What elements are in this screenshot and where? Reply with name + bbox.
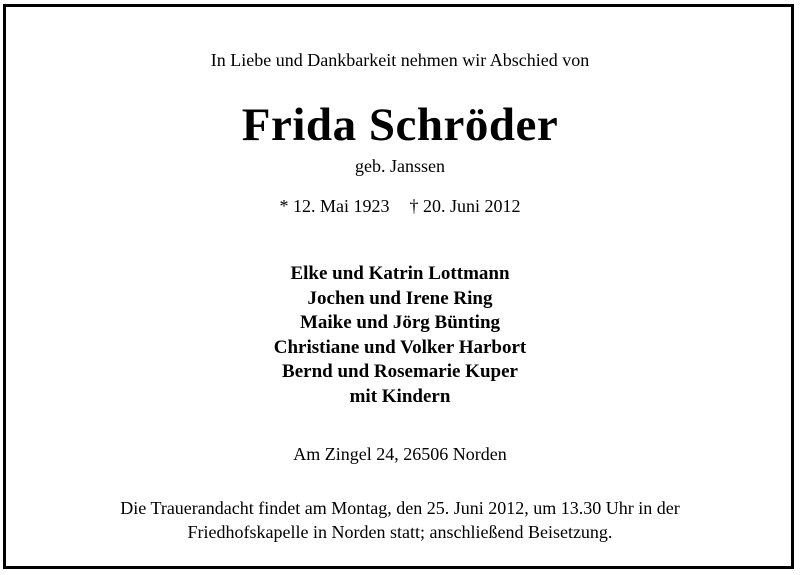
service-line: Die Trauerandacht findet am Montag, den 25. Juni 2012, um 13.30 Uhr in der <box>120 498 680 518</box>
service-info <box>0 496 800 544</box>
birth-date: * 12. Mai 1923 <box>279 196 390 216</box>
mourner-line: Bernd und Rosemarie Kuper <box>282 361 518 383</box>
mourners-list <box>0 262 800 410</box>
address: Am Zingel 24, 26506 Norden <box>293 444 507 464</box>
service-line: Friedhofskapelle in Norden statt; anschließend Beisetzung. <box>187 522 613 542</box>
mourner-line: Jochen und Irene Ring <box>307 287 493 309</box>
mourner-line: Maike und Jörg Bünting <box>299 312 501 334</box>
mourner-line: mit Kindern <box>349 385 451 407</box>
intro-text: In Liebe und Dankbarkeit nehmen wir Abschied von <box>210 50 590 70</box>
mourner-line: Christiane und Volker Harbort <box>273 336 527 358</box>
maiden-name: geb. Janssen <box>355 156 445 176</box>
deceased-name: Frida Schröder <box>241 99 559 151</box>
mourner-line: Elke und Katrin Lottmann <box>290 263 510 284</box>
death-date: † 20. Juni 2012 <box>409 196 521 216</box>
life-dates <box>0 197 800 215</box>
